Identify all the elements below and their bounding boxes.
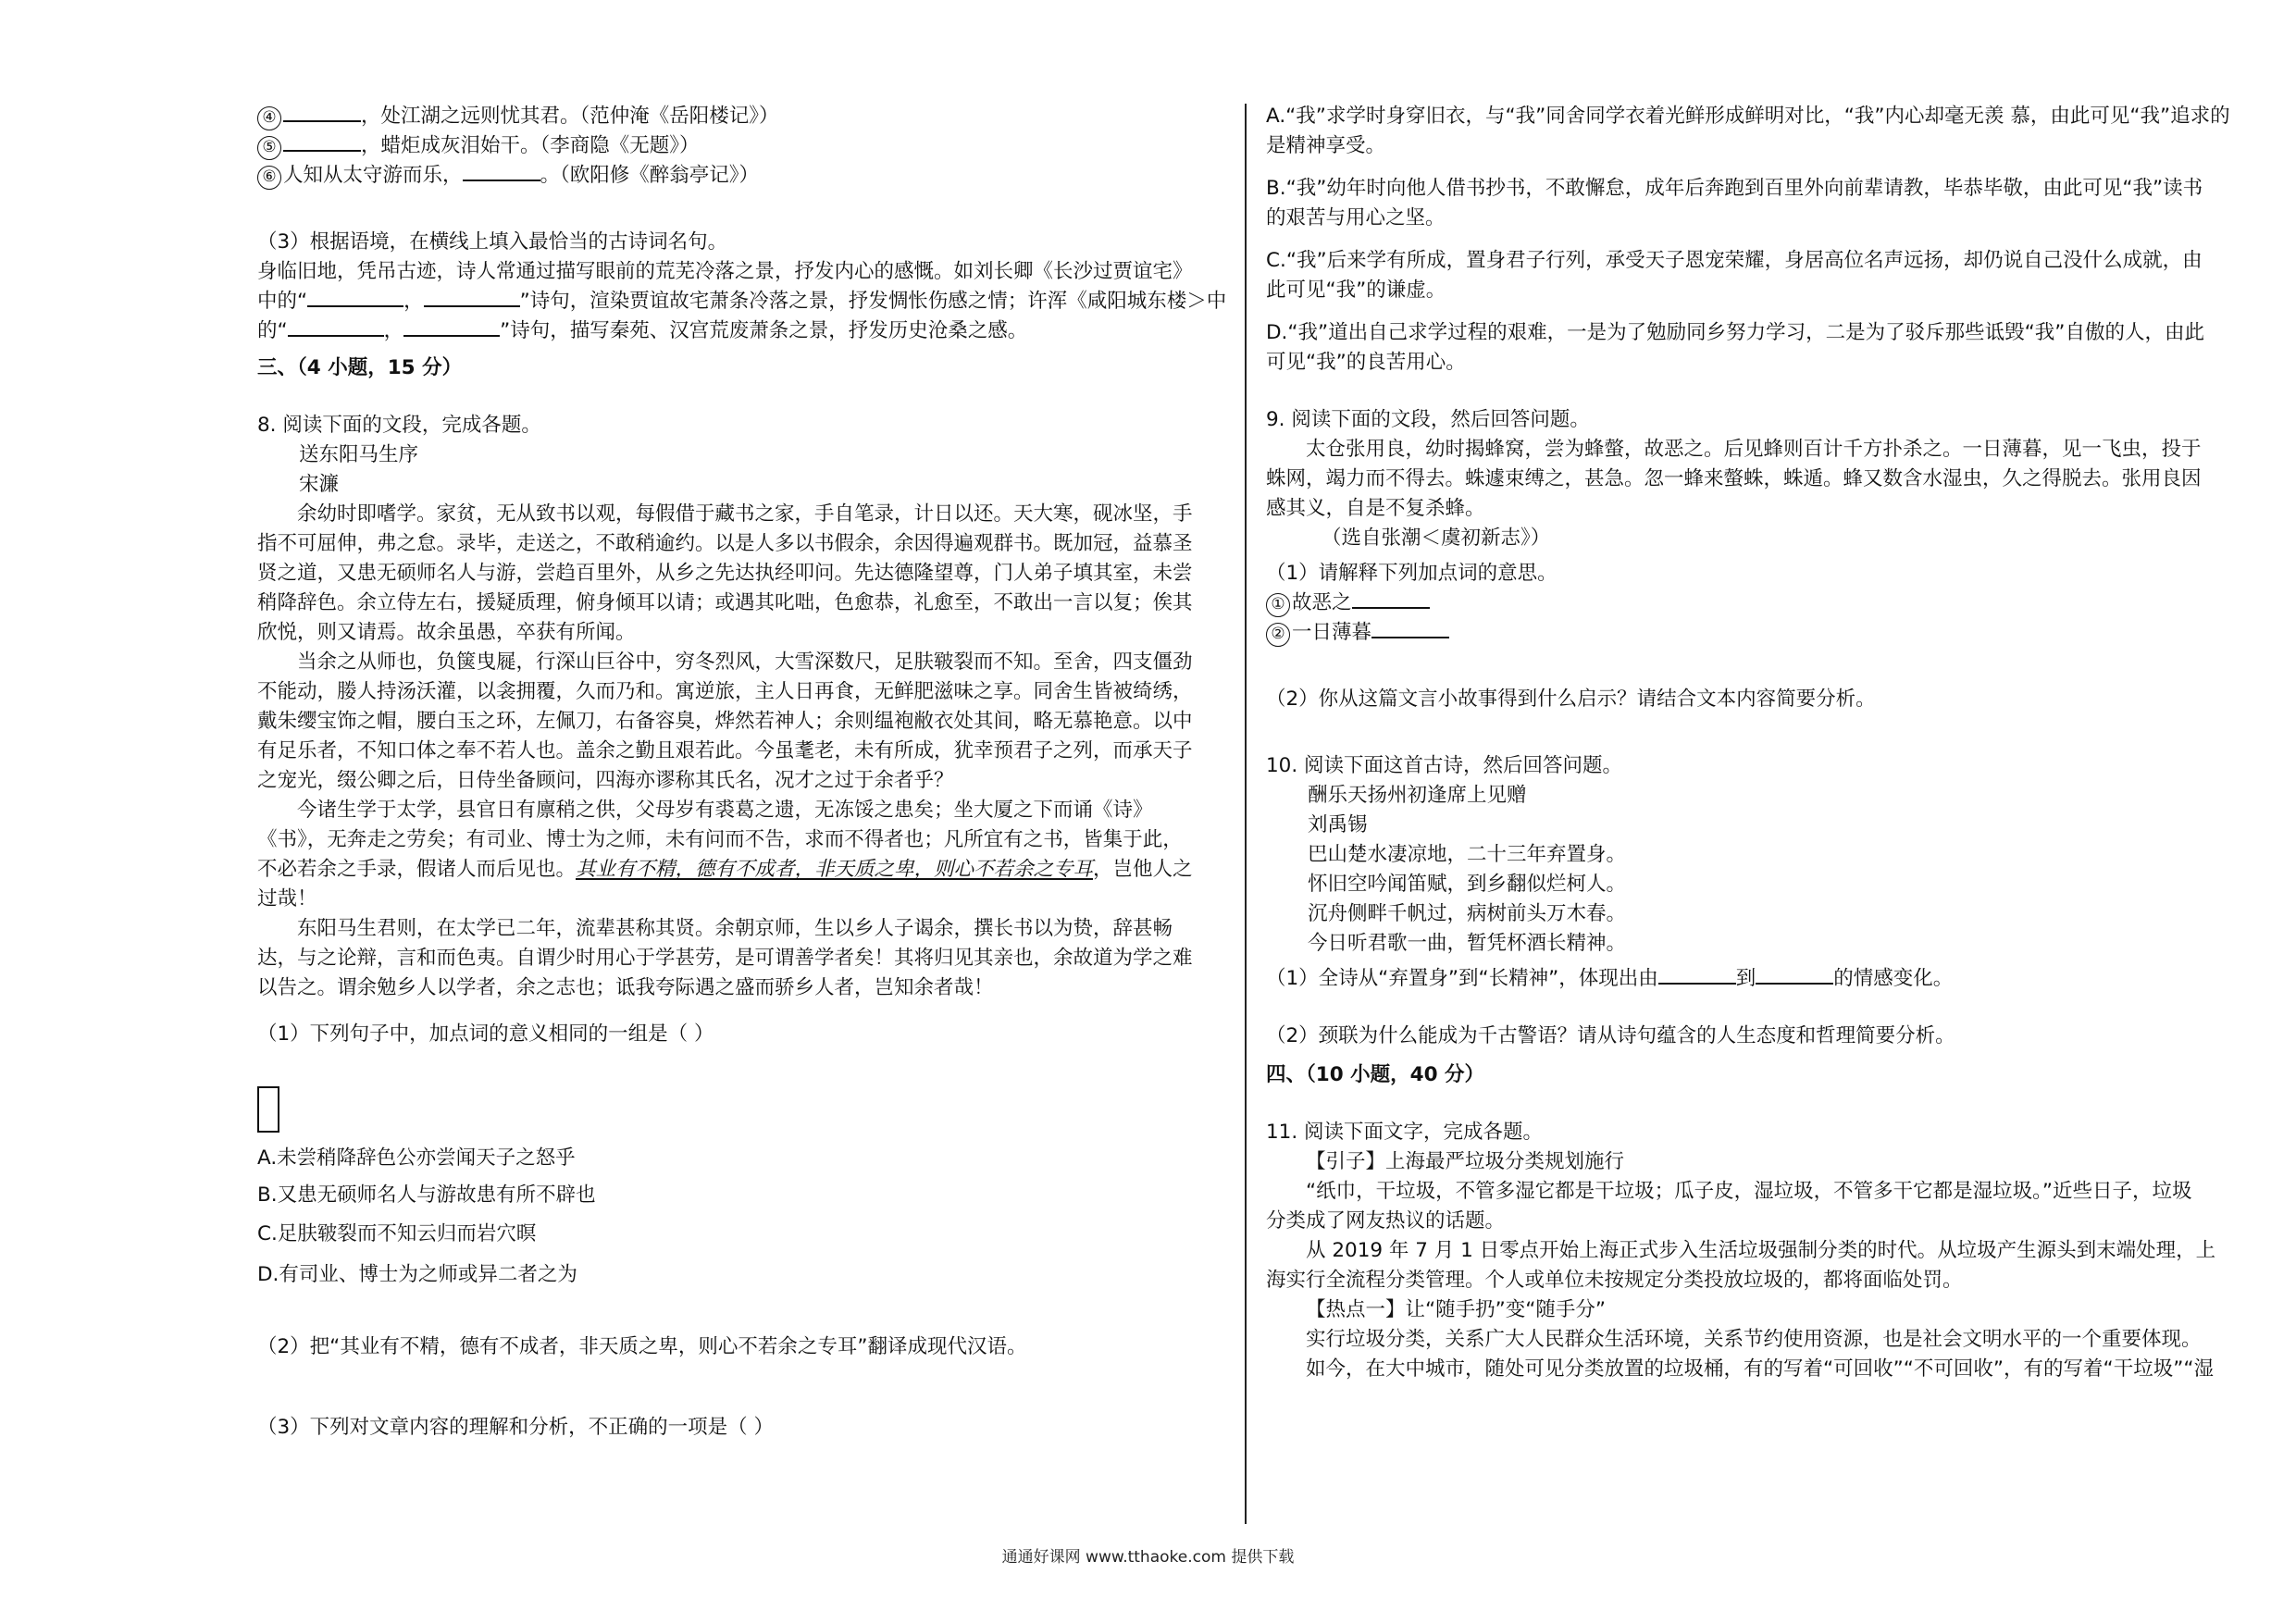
passage-line: 贤之道，又患无硕师名人与游，尝趋百里外，从乡之先达执经叩问。先达德隆望尊，门人弟子填其室，未尝 (257, 562, 1193, 585)
passage-line: 欣悦，则又请焉。故余虽愚，卒获有所闻。 (257, 621, 636, 644)
answer-blank[interactable] (1371, 620, 1449, 638)
sub-question-2: （2）把“其业有不精，德有不成者，非天质之卑，则心不若余之专耳”翻译成现代汉语。 (257, 1335, 1027, 1358)
q3-text: 的“ ， ”诗句，描写秦苑、汉宫荒废萧条之景，抒发历史沧桑之感。 (257, 319, 1028, 342)
option-d[interactable]: 可见“我”的良苦用心。 (1266, 351, 1466, 374)
answer-blank[interactable] (283, 104, 361, 122)
page-footer: 通通好课网 www.tthaoke.com 提供下载 (1001, 1548, 1295, 1567)
q3-text: 中的“ ， ”诗句，渲染贾谊故宅萧条冷落之景，抒发惆怅伤感之情；许浑《咸阳城东楼＞中 (257, 290, 1227, 313)
passage-line: 戴朱缨宝饰之帽，腰白玉之环，左佩刀，右备容臭，烨然若神人；余则缊袍敝衣处其间，略无慕艳意。以中 (257, 710, 1193, 733)
option-d[interactable]: D.“我”道出自己求学过程的艰难，一是为了勉励同乡努力学习，二是为了驳斥那些诋毁“我”自傲的人，由此 (1266, 321, 2204, 344)
sub-question-1: （1）下列句子中，加点词的意义相同的一组是（ ） (257, 1022, 714, 1046)
section-heading: 三、（4 小题，15 分） (257, 356, 463, 379)
item-number: ② (1266, 623, 1290, 647)
passage-line: 《书》，无奔走之劳矣；有司业、博士为之师，未有问而不告，求而不得者也；凡所宜有之书，皆集于此， (257, 828, 1183, 851)
item-number: ⑥ (257, 166, 281, 190)
left-column (257, 102, 1227, 1443)
column-divider (1245, 104, 1247, 1524)
answer-box[interactable] (257, 1086, 279, 1133)
passage-line: 余幼时即嗜学。家贫，无从致书以观，每假借于藏书之家，手自笔录，计日以还。天大寒，砚冰坚，手 (297, 502, 1193, 526)
answer-blank[interactable] (307, 289, 403, 307)
passage-line: 达，与之论辩，言和而色夷。自谓少时用心于学甚劳，是可谓善学者矣！其将归见其亲也，余故道为学之难 (257, 947, 1193, 970)
passage-line: “纸巾，干垃圾，不管多湿它都是干垃圾；瓜子皮，湿垃圾，不管多干它都是湿垃圾。”近些日子，垃圾 (1306, 1180, 2192, 1203)
right-column (1266, 102, 2238, 1384)
poem-line: 巴山楚水凄凉地，二十三年弃置身。 (1308, 843, 1627, 866)
poem-line: 今日听君歌一曲，暂凭杯酒长精神。 (1308, 932, 1627, 955)
passage-line: 东阳马生君则，在太学已二年，流辈甚称其贤。余朝京师，生以乡人子谒余，撰长书以为贽，辞甚畅 (297, 917, 1173, 940)
sub-question-3: （3）下列对文章内容的理解和分析，不正确的一项是（ ） (257, 1416, 775, 1439)
passage-line: 不能动，媵人持汤沃灌，以衾拥覆，久而乃和。寓逆旅，主人日再食，无鲜肥滋味之享。同舍生皆被绮绣， (257, 680, 1193, 703)
answer-blank[interactable] (288, 318, 384, 337)
passage-title: 送东阳马生序 (299, 443, 419, 466)
define-item-2: ② 一日薄暮 (1266, 618, 2238, 648)
fill-item-4: ④ ，处江湖之远则忧其君。（范仲淹《岳阳楼记》） (257, 102, 1220, 131)
answer-blank[interactable] (424, 289, 520, 307)
answer-blank[interactable] (283, 133, 361, 152)
option-a[interactable]: A.“我”求学时身穿旧衣，与“我”同舍同学衣着光鲜形成鲜明对比，“我”内心却毫无羡 慕，由此可见“我”追求的 (1266, 105, 2230, 128)
passage-heading: 【引子】上海最严垃圾分类规划施行 (1306, 1150, 1625, 1173)
answer-blank[interactable] (1756, 966, 1833, 985)
option-a[interactable]: A.未尝稍降辞色公亦尝闻天子之怒乎 (257, 1146, 576, 1170)
option-b[interactable]: B.又患无硕师名人与游故患有所不辟也 (257, 1183, 596, 1207)
question-intro: 8. 阅读下面的文段，完成各题。 (257, 414, 541, 437)
fill-item-6: ⑥ 人知从太守游而乐， 。（欧阳修《醉翁亭记》） (257, 161, 1220, 191)
passage-line: 海实行全流程分类管理。个人或单位未按规定分类投放垃圾的，都将面临处罚。 (1266, 1269, 1963, 1292)
passage-line: 分类成了网友热议的话题。 (1266, 1209, 1506, 1233)
passage-line: 当余之从师也，负箧曳屣，行深山巨谷中，穷冬烈风，大雪深数尺，足肤皲裂而不知。至舍，四支僵劲 (297, 650, 1193, 674)
poem-title: 酬乐天扬州初逢席上见赠 (1308, 784, 1527, 807)
answer-blank[interactable] (463, 163, 540, 181)
q3-text: 身临旧地，凭吊古迹，诗人常通过描写眼前的荒芜冷落之景，抒发内心的感慨。如刘长卿《长沙过贾谊宅》 (257, 260, 1193, 283)
question-intro: 9. 阅读下面的文段，然后回答问题。 (1266, 408, 1590, 431)
item-number: ① (1266, 593, 1290, 617)
passage-line: 蛛网，竭力而不得去。蛛遽束缚之，甚急。忽一蜂来螫蛛，蛛遁。蜂又数含水湿虫，久之得脱去。张用良因 (1266, 467, 2202, 490)
passage-author: 宋濂 (299, 473, 340, 496)
poem-author: 刘禹锡 (1308, 813, 1368, 836)
option-d[interactable]: D.有司业、博士为之师或异二者之为 (257, 1263, 577, 1286)
sub-question-1: （1）请解释下列加点词的意思。 (1266, 562, 1558, 585)
section-heading: 四、（10 小题，40 分） (1266, 1063, 1485, 1086)
poem-line: 怀旧空吟闻笛赋，到乡翻似烂柯人。 (1308, 873, 1627, 896)
passage-line: 太仓张用良，幼时揭蜂窝，尝为蜂螫，故恶之。后见蜂则百计千方扑杀之。一日薄暮，见一飞虫，投于 (1306, 438, 2202, 461)
option-c[interactable]: 此可见“我”的谦虚。 (1266, 279, 1446, 302)
item-number: ④ (257, 106, 281, 130)
poem-line: 沉舟侧畔千帆过，病树前头万木春。 (1308, 902, 1627, 925)
question-intro: 10. 阅读下面这首古诗，然后回答问题。 (1266, 754, 1623, 777)
answer-blank[interactable] (403, 318, 500, 337)
sub-question-1: （1）全诗从“弃置身”到“长精神”，体现出由 到 的情感变化。 (1266, 967, 1954, 990)
option-c[interactable]: C.“我”后来学有所成，置身君子行列，承受天子恩宠荣耀，身居高位名声远扬，却仍说自己没什么成就，由 (1266, 249, 2203, 272)
define-item-1: ① 故恶之 (1266, 588, 2238, 618)
passage-line: 实行垃圾分类，关系广大人民群众生活环境，关系节约使用资源，也是社会文明水平的一个重要体现。 (1306, 1328, 2202, 1351)
item-number: ⑤ (257, 136, 281, 160)
option-c[interactable]: C.足肤皲裂而不知云归而岩穴暝 (257, 1222, 537, 1245)
passage-line: 如今，在大中城市，随处可见分类放置的垃圾桶，有的写着“可回收”“不可回收”，有的写着“干垃圾”“湿 (1306, 1357, 2214, 1381)
underlined-sentence: 其业有不精，德有不成者，非天质之卑，则心不若余之专耳 (576, 858, 1094, 881)
option-b[interactable]: B.“我”幼年时向他人借书抄书，不敢懈怠，成年后奔跑到百里外向前辈请教，毕恭毕敬，由此可见“我”读书 (1266, 177, 2203, 200)
passage-source: （选自张潮＜虞初新志》） (1322, 527, 1551, 550)
passage-line: 之宠光，缀公卿之后，日侍坐备顾问，四海亦谬称其氏名，况才之过于余者乎？ (257, 769, 954, 792)
sub-question-2: （2）你从这篇文言小故事得到什么启示？请结合文本内容简要分析。 (1266, 688, 1876, 711)
passage-line: 今诸生学于太学，县官日有廪稍之供，父母岁有裘葛之遗，无冻馁之患矣；坐大厦之下而诵《诗》 (297, 799, 1153, 822)
passage-line: 稍降辞色。余立侍左右，援疑质理，俯身倾耳以请；或遇其叱咄，色愈恭，礼愈至，不敢出一言以复；俟其 (257, 591, 1193, 614)
question-intro: 11. 阅读下面文字，完成各题。 (1266, 1121, 1544, 1144)
passage-line: 不必若余之手录，假诸人而后见也。其业有不精，德有不成者，非天质之卑，则心不若余之专耳，岂他人之 (257, 858, 1193, 881)
option-a[interactable]: 是精神享受。 (1266, 134, 1386, 157)
sub-question-2: （2）颈联为什么能成为千古警语？请从诗句蕴含的人生态度和哲理简要分析。 (1266, 1024, 1955, 1047)
passage-line: 感其义，自是不复杀蜂。 (1266, 497, 1485, 520)
answer-blank[interactable] (1658, 966, 1736, 985)
passage-heading: 【热点一】让“随手扔”变“随手分” (1306, 1298, 1607, 1321)
passage-line: 以告之。谓余勉乡人以学者，余之志也；诋我夸际遇之盛而骄乡人者，岂知余者哉！ (257, 976, 994, 999)
passage-line: 过哉！ (257, 887, 317, 911)
passage-line: 指不可屈伸，弗之怠。录毕，走送之，不敢稍逾约。以是人多以书假余，余因得遍观群书。既加冠，益慕圣 (257, 532, 1193, 555)
passage-line: 从 2019 年 7 月 1 日零点开始上海正式步入生活垃圾强制分类的时代。从垃圾产生源头到末端处理，上 (1306, 1239, 2216, 1262)
q3-title: （3）根据语境，在横线上填入最恰当的古诗词名句。 (257, 230, 728, 254)
answer-blank[interactable] (1352, 590, 1430, 609)
passage-line: 有足乐者，不知口体之奉不若人也。盖余之勤且艰若此。今虽耄老，未有所成，犹幸预君子之列，而承天子 (257, 739, 1193, 762)
option-b[interactable]: 的艰苦与用心之坚。 (1266, 206, 1446, 229)
fill-item-5: ⑤ ，蜡炬成灰泪始干。（李商隐《无题》） (257, 131, 1220, 161)
